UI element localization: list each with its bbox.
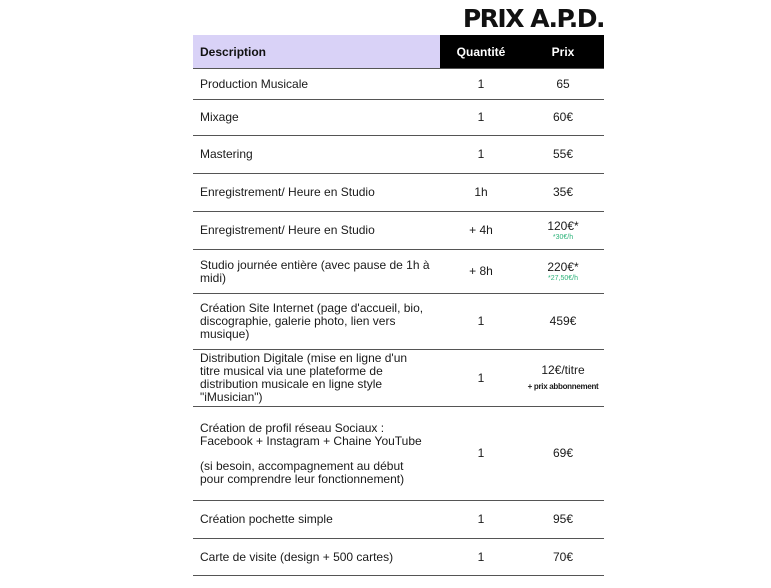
row-price bbox=[522, 350, 604, 407]
row-price-value: 220€* bbox=[547, 259, 579, 274]
row-price-note: *30€/h bbox=[552, 233, 574, 241]
row-price-extra: + prix abbonnement bbox=[527, 381, 599, 391]
row-description-main: Création de profil réseau Sociaux : Facebook + Instagram + Chaine YouTube bbox=[200, 420, 422, 448]
row-quantity: + 4h bbox=[440, 212, 522, 250]
row-description: Carte de visite (design + 500 cartes) bbox=[193, 539, 440, 576]
table-row bbox=[193, 407, 604, 501]
table-row bbox=[193, 136, 604, 174]
row-price bbox=[522, 250, 604, 294]
row-quantity: 1 bbox=[440, 69, 522, 100]
row-price: 55€ bbox=[522, 136, 604, 174]
price-table bbox=[193, 35, 604, 576]
row-price: 65 bbox=[522, 69, 604, 100]
column-header-description: Description bbox=[193, 35, 440, 69]
row-quantity: + 8h bbox=[440, 250, 522, 294]
table-row bbox=[193, 212, 604, 250]
row-price: 70€ bbox=[522, 539, 604, 576]
table-header-row bbox=[193, 35, 604, 69]
table-row bbox=[193, 100, 604, 136]
row-description: Mastering bbox=[193, 136, 440, 174]
row-price: 35€ bbox=[522, 174, 604, 212]
row-price-note: *27,50€/h bbox=[548, 274, 578, 282]
row-description-extra: (si besoin, accompagnement au début pour comprendre leur fonctionnement) bbox=[200, 458, 405, 486]
column-header-price: Prix bbox=[522, 35, 604, 69]
row-description: Mixage bbox=[193, 100, 440, 136]
row-description: Création pochette simple bbox=[193, 501, 440, 539]
row-description bbox=[193, 407, 440, 501]
row-price-value: 12€/titre bbox=[541, 362, 585, 377]
row-description: Distribution Digitale (mise en ligne d'un titre musical via une plateforme de distribution musicale en ligne style "iMusician") bbox=[193, 350, 440, 407]
row-quantity: 1 bbox=[440, 407, 522, 501]
column-header-quantity: Quantité bbox=[440, 35, 522, 69]
row-description: Production Musicale bbox=[193, 69, 440, 100]
page-title: PRIX A.P.D. bbox=[462, 4, 604, 33]
table-row bbox=[193, 350, 604, 407]
row-price: 459€ bbox=[522, 294, 604, 350]
table-row bbox=[193, 501, 604, 539]
table-row bbox=[193, 294, 604, 350]
row-description: Studio journée entière (avec pause de 1h à midi) bbox=[193, 250, 440, 294]
row-quantity: 1h bbox=[440, 174, 522, 212]
row-quantity: 1 bbox=[440, 539, 522, 576]
row-price: 69€ bbox=[522, 407, 604, 501]
table-row bbox=[193, 250, 604, 294]
row-quantity: 1 bbox=[440, 350, 522, 407]
row-quantity: 1 bbox=[440, 501, 522, 539]
row-price: 60€ bbox=[522, 100, 604, 136]
table-row bbox=[193, 174, 604, 212]
row-price bbox=[522, 212, 604, 250]
row-price: 95€ bbox=[522, 501, 604, 539]
row-quantity: 1 bbox=[440, 100, 522, 136]
row-quantity: 1 bbox=[440, 136, 522, 174]
table-row bbox=[193, 69, 604, 100]
row-description: Création Site Internet (page d'accueil, bio, discographie, galerie photo, lien vers musique) bbox=[193, 294, 440, 350]
row-price-value: 120€* bbox=[547, 218, 579, 233]
row-quantity: 1 bbox=[440, 294, 522, 350]
row-description: Enregistrement/ Heure en Studio bbox=[193, 212, 440, 250]
row-description: Enregistrement/ Heure en Studio bbox=[193, 174, 440, 212]
table-row bbox=[193, 539, 604, 576]
